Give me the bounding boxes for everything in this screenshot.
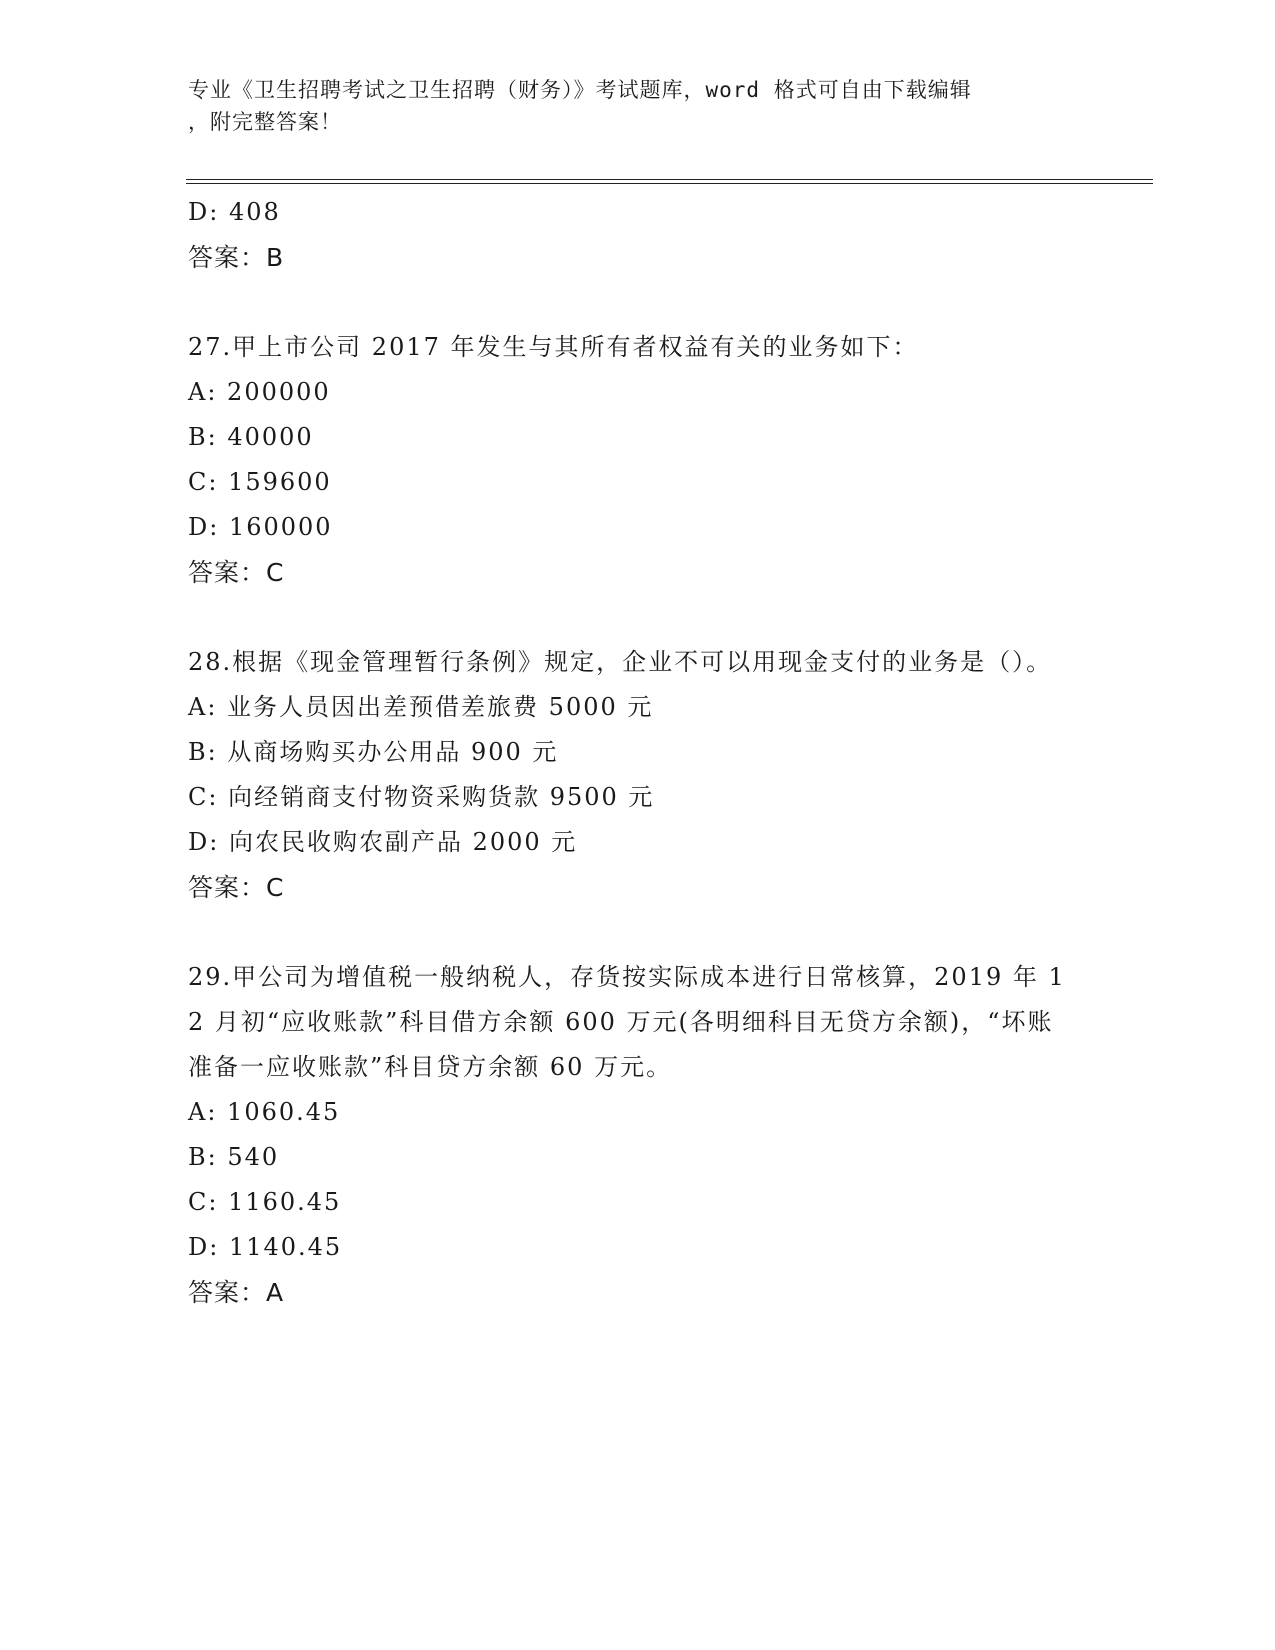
option-c: C: 向经销商支付物资采购货款 9500 元 xyxy=(188,783,655,811)
spacer xyxy=(188,910,1088,955)
spacer xyxy=(188,280,1088,325)
question-28 xyxy=(188,640,1088,910)
option-a: A: 业务人员因出差预借差旅费 5000 元 xyxy=(188,693,654,721)
option-a: A: 200000 xyxy=(188,378,331,406)
question-text: 28.根据《现金管理暂行条例》规定，企业不可以用现金支付的业务是（）。 xyxy=(188,648,1053,676)
document-header xyxy=(188,74,1068,138)
option-a: A: 1060.45 xyxy=(188,1098,341,1126)
answer: 答案：A xyxy=(188,1278,285,1307)
answer: 答案：C xyxy=(188,558,285,587)
header-line-2: ，附完整答案！ xyxy=(188,110,342,134)
option-b: B: 540 xyxy=(188,1143,280,1171)
header-divider-bottom xyxy=(186,183,1153,184)
option-d: D: 408 xyxy=(188,198,281,226)
answer: 答案：B xyxy=(188,243,285,272)
answer: 答案：C xyxy=(188,873,285,902)
option-d: D: 160000 xyxy=(188,513,333,541)
question-text: 27.甲上市公司 2017 年发生与其所有者权益有关的业务如下： xyxy=(188,333,919,361)
header-divider-top xyxy=(186,179,1153,180)
header-line-1: 专业《卫生招聘考试之卫生招聘（财务）》考试题库，word 格式可自由下载编辑 xyxy=(188,78,972,102)
option-b: B: 从商场购买办公用品 900 元 xyxy=(188,738,559,766)
spacer xyxy=(188,595,1088,640)
option-c: C: 159600 xyxy=(188,468,332,496)
question-29 xyxy=(188,955,1088,1315)
question-text: 29.甲公司为增值税一般纳税人，存货按实际成本进行日常核算，2019 年 12 月初“应收账款”科目借方余额 600 万元(各明细科目无贷方余额)，“坏账准备一应收账款”科目贷方余额 60 万元。 xyxy=(188,963,1066,1081)
question-27 xyxy=(188,325,1088,595)
option-d: D: 1140.45 xyxy=(188,1233,343,1261)
option-c: C: 1160.45 xyxy=(188,1188,342,1216)
option-d: D: 向农民收购农副产品 2000 元 xyxy=(188,828,578,856)
option-b: B: 40000 xyxy=(188,423,314,451)
question-content xyxy=(188,190,1088,1315)
